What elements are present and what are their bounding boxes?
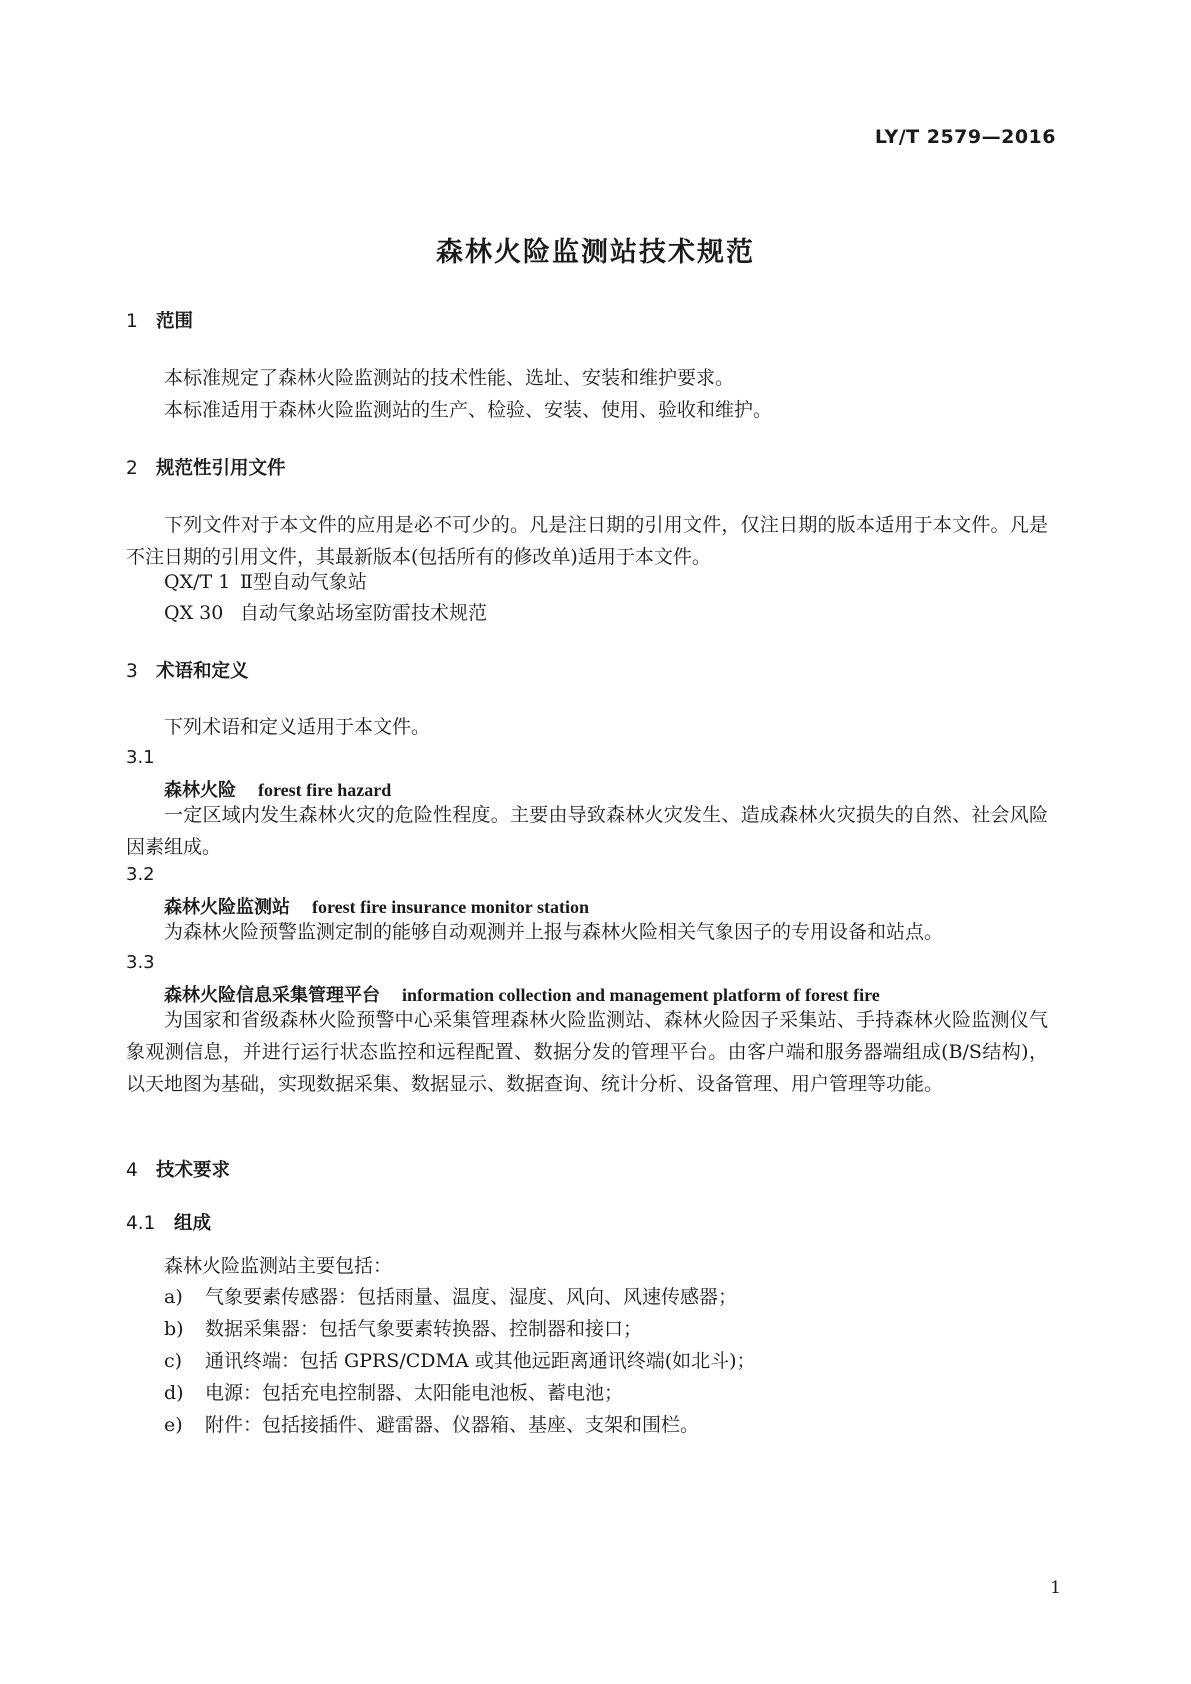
term-zh: 森林火险: [164, 780, 236, 801]
list-text: 数据采集器：包括气象要素转换器、控制器和接口；: [205, 1318, 643, 1340]
list-text: 附件：包括接插件、避雷器、仪器箱、基座、支架和围栏。: [205, 1414, 700, 1436]
list-item: [164, 1377, 623, 1409]
list-item: [164, 1313, 642, 1345]
term-en: forest fire hazard: [258, 780, 392, 800]
list-text: 通讯终端：包括 GPRS/CDMA 或其他远距离通讯终端(如北斗)；: [205, 1350, 756, 1372]
term-number: 3.3: [126, 952, 155, 973]
reference-title: 自动气象站场室防雷技术规范: [240, 602, 488, 624]
paragraph: 森林火险监测站主要包括：: [164, 1255, 393, 1277]
list-marker: b): [164, 1318, 184, 1340]
document-title: 森林火险监测站技术规范: [436, 237, 755, 268]
term-number: 3.2: [126, 864, 155, 885]
list-text: 电源：包括充电控制器、太阳能电池板、蓄电池；: [205, 1382, 624, 1404]
reference-item: [164, 566, 367, 598]
section-2-heading: [126, 454, 286, 480]
section-1-heading: [126, 307, 193, 333]
section-title: 范围: [156, 311, 194, 332]
section-number: 2: [126, 458, 138, 479]
list-item: [164, 1409, 699, 1441]
section-number: 1: [126, 311, 138, 332]
standard-code: LY/T 2579—2016: [874, 126, 1056, 148]
paragraph: 下列文件对于本文件的应用是必不可少的。凡是注日期的引用文件，仅注日期的版本适用于本文件。凡是不注日期的引用文件，其最新版本(包括所有的修改单)适用于本文件。: [126, 514, 1048, 568]
reference-title: Ⅱ型自动气象站: [240, 571, 367, 593]
subsection-title: 组成: [174, 1213, 212, 1234]
reference-code: QX 30: [164, 602, 224, 624]
reference-code: QX/T 1: [164, 571, 231, 593]
term-definition: 一定区域内发生森林火灾的危险性程度。主要由导致森林火灾发生、造成森林火灾损失的自然、社会风险因素组成。: [126, 804, 1048, 858]
list-marker: a): [164, 1286, 183, 1308]
list-marker: d): [164, 1382, 184, 1404]
list-item: [164, 1345, 756, 1377]
term-en: information collection and management platform of forest fire: [402, 985, 880, 1005]
term-number: 3.1: [126, 747, 155, 768]
paragraph: 本标准规定了森林火险监测站的技术性能、选址、安装和维护要求。: [164, 367, 735, 389]
term-definition: 为国家和省级森林火险预警中心采集管理森林火险监测站、森林火险因子采集站、手持森林火险监测仪气象观测信息，并进行运行状态监控和远程配置、数据分发的管理平台。由客户端和服务器端组成(B/S结构)，以天地图为基础，实现数据采集、数据显示、数据查询、统计分析、设备管理、用户管理等功能。: [126, 1009, 1048, 1095]
list-marker: c): [164, 1350, 183, 1372]
section-number: 4: [126, 1160, 138, 1181]
section-title: 技术要求: [156, 1160, 231, 1181]
paragraph: 下列术语和定义适用于本文件。: [164, 716, 431, 738]
term-en: forest fire insurance monitor station: [312, 897, 589, 917]
term-zh: 森林火险监测站: [164, 897, 290, 918]
section-3-heading: [126, 657, 249, 683]
section-title: 规范性引用文件: [156, 458, 286, 479]
term-zh: 森林火险信息采集管理平台: [164, 985, 380, 1006]
section-4-heading: [126, 1156, 230, 1182]
reference-item: [164, 597, 487, 629]
subsection-number: 4.1: [126, 1213, 156, 1234]
paragraph: 本标准适用于森林火险监测站的生产、检验、安装、使用、验收和维护。: [164, 399, 773, 421]
term-definition: 为森林火险预警监测定制的能够自动观测并上报与森林火险相关气象因子的专用设备和站点。: [164, 921, 944, 943]
section-title: 术语和定义: [156, 661, 249, 682]
list-marker: e): [164, 1414, 183, 1436]
subsection-4-1-heading: [126, 1209, 211, 1235]
list-item: [164, 1281, 737, 1313]
list-text: 气象要素传感器：包括雨量、温度、湿度、风向、风速传感器；: [205, 1286, 738, 1308]
section-number: 3: [126, 661, 138, 682]
page-number: 1: [1050, 1578, 1061, 1598]
